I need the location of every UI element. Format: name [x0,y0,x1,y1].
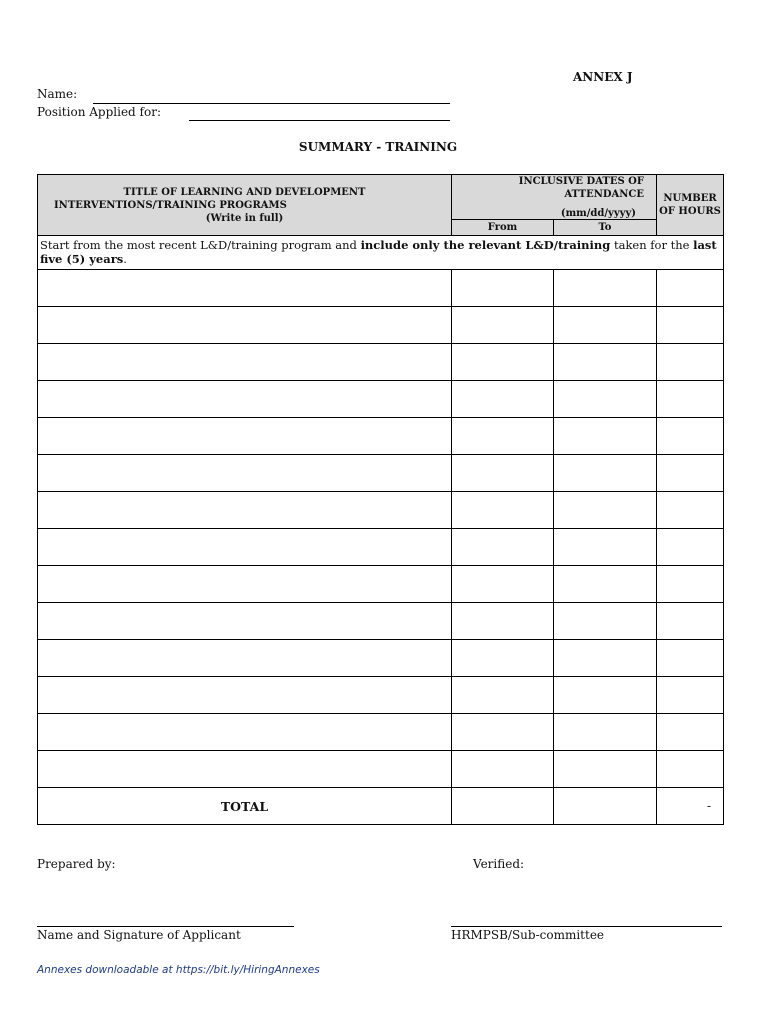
header-dates-format: (mm/dd/yyyy) [560,208,636,219]
name-field-line[interactable] [93,103,450,104]
header-title-column [38,175,452,236]
hours-cell[interactable] [657,751,724,788]
from-cell[interactable] [452,270,554,307]
table-row [38,603,724,640]
from-cell[interactable] [452,381,554,418]
table-row [38,344,724,381]
table-row [38,529,724,566]
to-cell[interactable] [554,640,657,677]
total-from-cell [452,788,554,825]
from-cell[interactable] [452,603,554,640]
title-cell[interactable] [38,270,452,307]
from-cell[interactable] [452,714,554,751]
table-row [38,455,724,492]
to-cell[interactable] [554,566,657,603]
to-cell[interactable] [554,492,657,529]
hours-cell[interactable] [657,344,724,381]
header-dates-label: INCLUSIVE DATES OF ATTENDANCE [518,176,644,200]
instruction-emphasis: include only the relevant L&D/training [360,238,611,252]
from-cell[interactable] [452,418,554,455]
applicant-signature-label: Name and Signature of Applicant [37,928,241,942]
table-row [38,677,724,714]
to-cell[interactable] [554,714,657,751]
table-row [38,270,724,307]
hours-cell[interactable] [657,418,724,455]
annex-label: ANNEX J [573,70,633,84]
title-cell[interactable] [38,307,452,344]
table-row [38,307,724,344]
from-cell[interactable] [452,566,554,603]
total-hours-value: - [657,788,724,825]
title-cell[interactable] [38,714,452,751]
to-cell[interactable] [554,677,657,714]
document-title: SUMMARY - TRAINING [298,140,458,154]
position-field-line[interactable] [189,120,450,121]
from-cell[interactable] [452,307,554,344]
from-cell[interactable] [452,640,554,677]
verified-label: Verified: [473,857,525,871]
applicant-signature-line[interactable] [37,926,294,927]
hours-cell[interactable] [657,381,724,418]
from-cell[interactable] [452,751,554,788]
instruction-emphasis: last five (5) years [40,238,717,266]
instruction-row [38,236,724,270]
title-cell[interactable] [38,603,452,640]
hours-cell[interactable] [657,603,724,640]
table-row [38,640,724,677]
name-label: Name: [37,87,78,101]
training-table [37,174,724,825]
hours-cell[interactable] [657,455,724,492]
committee-signature-label: HRMPSB/Sub-committee [451,928,605,942]
to-cell[interactable] [554,270,657,307]
header-title-line1: TITLE OF LEARNING AND DEVELOPMENT [123,186,366,198]
to-cell[interactable] [554,751,657,788]
header-dates-column [452,175,657,220]
footer-note: Annexes downloadable at https://bit.ly/HiringAnnexes [37,964,320,976]
table-row [38,751,724,788]
to-cell[interactable] [554,344,657,381]
hours-cell[interactable] [657,307,724,344]
title-cell[interactable] [38,566,452,603]
header-to: To [554,220,657,236]
total-label: TOTAL [38,788,452,825]
to-cell[interactable] [554,418,657,455]
title-cell[interactable] [38,344,452,381]
table-row [38,566,724,603]
table-row [38,492,724,529]
hours-cell[interactable] [657,640,724,677]
to-cell[interactable] [554,455,657,492]
header-title-line2: INTERVENTIONS/TRAINING PROGRAMS [54,199,287,211]
to-cell[interactable] [554,529,657,566]
hours-cell[interactable] [657,677,724,714]
hours-cell[interactable] [657,714,724,751]
position-label: Position Applied for: [37,105,161,119]
title-cell[interactable] [38,640,452,677]
from-cell[interactable] [452,344,554,381]
from-cell[interactable] [452,455,554,492]
table-row [38,418,724,455]
hours-cell[interactable] [657,270,724,307]
hours-cell[interactable] [657,492,724,529]
title-cell[interactable] [38,492,452,529]
hours-cell[interactable] [657,529,724,566]
table-row [38,714,724,751]
instruction-text: taken for the [610,238,694,252]
instruction-text: . [123,252,127,266]
title-cell[interactable] [38,677,452,714]
instruction-text: Start from the most recent L&D/training program and [40,238,361,252]
to-cell[interactable] [554,381,657,418]
header-hours-column: NUMBER OF HOURS [657,175,724,236]
title-cell[interactable] [38,381,452,418]
title-cell[interactable] [38,418,452,455]
header-title-line3: (Write in full) [205,212,284,224]
prepared-by-label: Prepared by: [37,857,116,871]
to-cell[interactable] [554,307,657,344]
committee-signature-line[interactable] [451,926,722,927]
title-cell[interactable] [38,529,452,566]
from-cell[interactable] [452,492,554,529]
title-cell[interactable] [38,455,452,492]
header-from: From [452,220,554,236]
total-to-cell [554,788,657,825]
table-row [38,381,724,418]
hours-cell[interactable] [657,566,724,603]
to-cell[interactable] [554,603,657,640]
from-cell[interactable] [452,529,554,566]
from-cell[interactable] [452,677,554,714]
title-cell[interactable] [38,751,452,788]
